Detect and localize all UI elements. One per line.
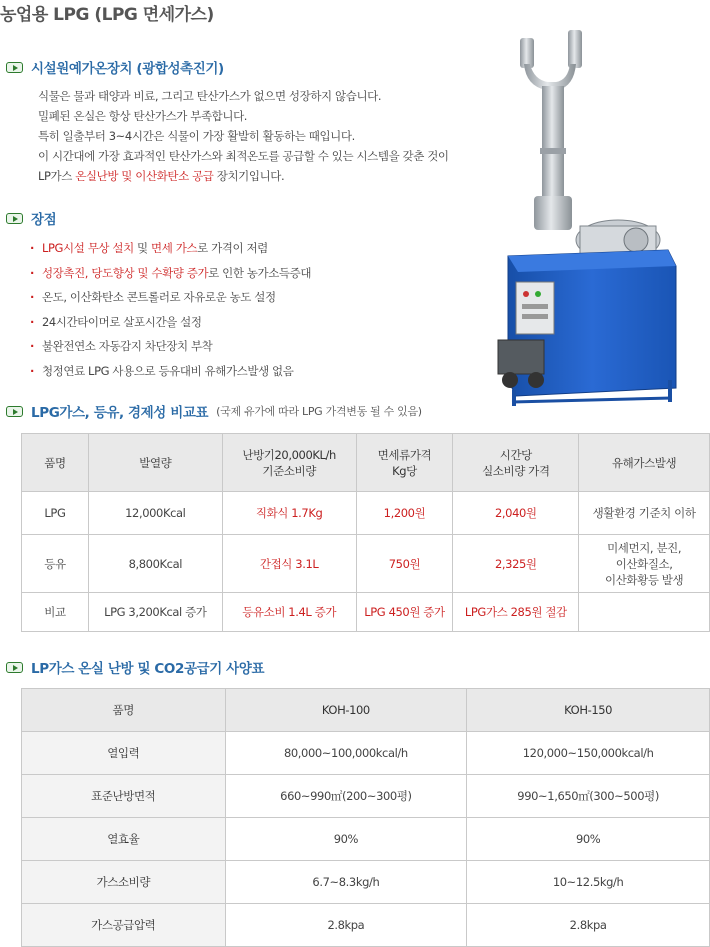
comparison-header-cell: 유해가스발생: [579, 434, 710, 492]
cell-heat: LPG 3,200Kcal 증가: [88, 593, 222, 632]
spec-row-label: 열입력: [22, 732, 226, 775]
merit-item: [30, 334, 311, 359]
intro-text: [38, 86, 468, 186]
cell-name: 등유: [22, 535, 89, 593]
cell-price: 1,200원: [356, 492, 453, 535]
arrow-badge-icon: [6, 662, 23, 673]
section-heading-spec: [6, 657, 264, 677]
intro-suffix: 장치기입니다.: [213, 169, 285, 183]
merit-text: 로 인한 농가소득증대: [208, 265, 312, 280]
merit-text: 온도, 이산화탄소 콘트롤러로 자유로운 농도 설정: [41, 290, 276, 304]
section-label: LPG가스, 등유, 경제성 비교표: [31, 405, 209, 421]
intro-line: 밀폐된 온실은 항상 탄산가스가 부족합니다.: [38, 109, 248, 123]
comparison-row: [22, 593, 710, 632]
arrow-badge-icon: [6, 406, 23, 417]
intro-line: 특히 일출부터 3~4시간은 식물이 가장 활발히 활동하는 때입니다.: [38, 129, 355, 143]
cell-price: 750원: [356, 535, 453, 593]
arrow-badge-icon: [6, 62, 23, 73]
section-label: LP가스 온실 난방 및 CO2공급기 사양표: [31, 661, 265, 677]
merit-item: [30, 261, 311, 286]
merit-text: 로 가격이 저렴: [197, 241, 268, 255]
spec-row: [22, 818, 710, 861]
cell-consumption: 간접식 3.1L: [222, 535, 356, 593]
cell-hourly: LPG가스 285원 절감: [453, 593, 579, 632]
heater-product-image: [468, 28, 690, 408]
cell-heat: 12,000Kcal: [88, 492, 222, 535]
comparison-header-cell: 품명: [22, 434, 89, 492]
merit-highlight: 성장촉진, 당도향상 및 수확량 증가: [41, 265, 209, 280]
spec-value: 2.8kpa: [467, 904, 710, 947]
spec-table: [21, 688, 710, 947]
merit-text: 및: [133, 241, 152, 255]
merit-highlight: 면세 가스: [151, 241, 198, 255]
section-label: 시설원예가온장치 (광합성촉진기): [31, 61, 224, 77]
section-heading-greenhouse-heater: [6, 57, 224, 77]
spec-value: 990~1,650㎡(300~500평): [467, 775, 710, 818]
merit-item: [30, 285, 311, 310]
comparison-header-cell: 발열량: [88, 434, 222, 492]
merit-item: [30, 236, 311, 261]
spec-value: 660~990㎡(200~300평): [225, 775, 467, 818]
arrow-badge-icon: [6, 213, 23, 224]
cell-hourly: 2,040원: [453, 492, 579, 535]
spec-value: 120,000~150,000kcal/h: [467, 732, 710, 775]
spec-header-cell: KOH-150: [467, 689, 710, 732]
intro-highlight: 온실난방 및 이산화탄소 공급: [75, 169, 214, 183]
intro-line: 이 시간대에 가장 효과적인 탄산가스와 최적온도를 공급할 수 있는 시스템을 갖춘 것이: [38, 149, 449, 163]
cell-name: LPG: [22, 492, 89, 535]
spec-header-cell: 품명: [22, 689, 226, 732]
comparison-header-cell: 난방기20,000KL/h 기준소비량: [222, 434, 356, 492]
section-heading-merits: [6, 208, 56, 228]
comparison-row: [22, 535, 710, 593]
merit-highlight: LPG시설 무상 설치: [41, 241, 134, 255]
spec-value: 90%: [467, 818, 710, 861]
merit-text: 불완전연소 자동감지 차단장치 부착: [41, 339, 213, 353]
cell-heat: 8,800Kcal: [88, 535, 222, 593]
merit-text: 청정연료 LPG 사용으로 등유대비 유해가스발생 없음: [41, 363, 294, 378]
merit-text: 24시간타이머로 살포시간을 설정: [41, 314, 202, 329]
cell-consumption: 직화식 1.7Kg: [222, 492, 356, 535]
spec-row-label: 표준난방면적: [22, 775, 226, 818]
spec-row: [22, 732, 710, 775]
spec-value: 6.7~8.3kg/h: [225, 861, 467, 904]
cell-price: LPG 450원 증가: [356, 593, 453, 632]
spec-row: [22, 775, 710, 818]
spec-value: 10~12.5kg/h: [467, 861, 710, 904]
spec-row-label: 가스소비량: [22, 861, 226, 904]
comparison-table: [21, 433, 710, 632]
spec-value: 80,000~100,000kcal/h: [225, 732, 467, 775]
cell-harmful-gas: [579, 593, 710, 632]
section-heading-comparison: [6, 401, 422, 421]
spec-row-label: 가스공급압력: [22, 904, 226, 947]
cell-consumption: 등유소비 1.4L 증가: [222, 593, 356, 632]
merits-list: [30, 236, 311, 383]
intro-line: 식물은 물과 태양과 비료, 그리고 탄산가스가 없으면 성장하지 않습니다.: [38, 89, 382, 103]
comparison-header-row: [22, 434, 710, 492]
spec-header-row: [22, 689, 710, 732]
section-label: 장점: [31, 212, 57, 228]
section-note: (국제 유가에 따라 LPG 가격변동 될 수 있음): [216, 405, 422, 418]
comparison-row: [22, 492, 710, 535]
spec-value: 2.8kpa: [225, 904, 467, 947]
spec-row-label: 열효율: [22, 818, 226, 861]
intro-prefix: LP가스: [38, 169, 76, 183]
page-title: 농업용 LPG (LPG 면세가스): [0, 5, 214, 25]
spec-header-cell: KOH-100: [225, 689, 467, 732]
comparison-header-cell: 면세류가격 Kg당: [356, 434, 453, 492]
cell-harmful-gas: 미세먼지, 분진, 이산화질소, 이산화황등 발생: [579, 535, 710, 593]
spec-row: [22, 904, 710, 947]
merit-item: [30, 359, 311, 384]
spec-value: 90%: [225, 818, 467, 861]
intro-line-last: [38, 166, 468, 186]
comparison-header-cell: 시간당 실소비량 가격: [453, 434, 579, 492]
cell-name: 비교: [22, 593, 89, 632]
cell-harmful-gas: 생활환경 기준치 이하: [579, 492, 710, 535]
cell-hourly: 2,325원: [453, 535, 579, 593]
spec-row: [22, 861, 710, 904]
merit-item: [30, 310, 311, 335]
